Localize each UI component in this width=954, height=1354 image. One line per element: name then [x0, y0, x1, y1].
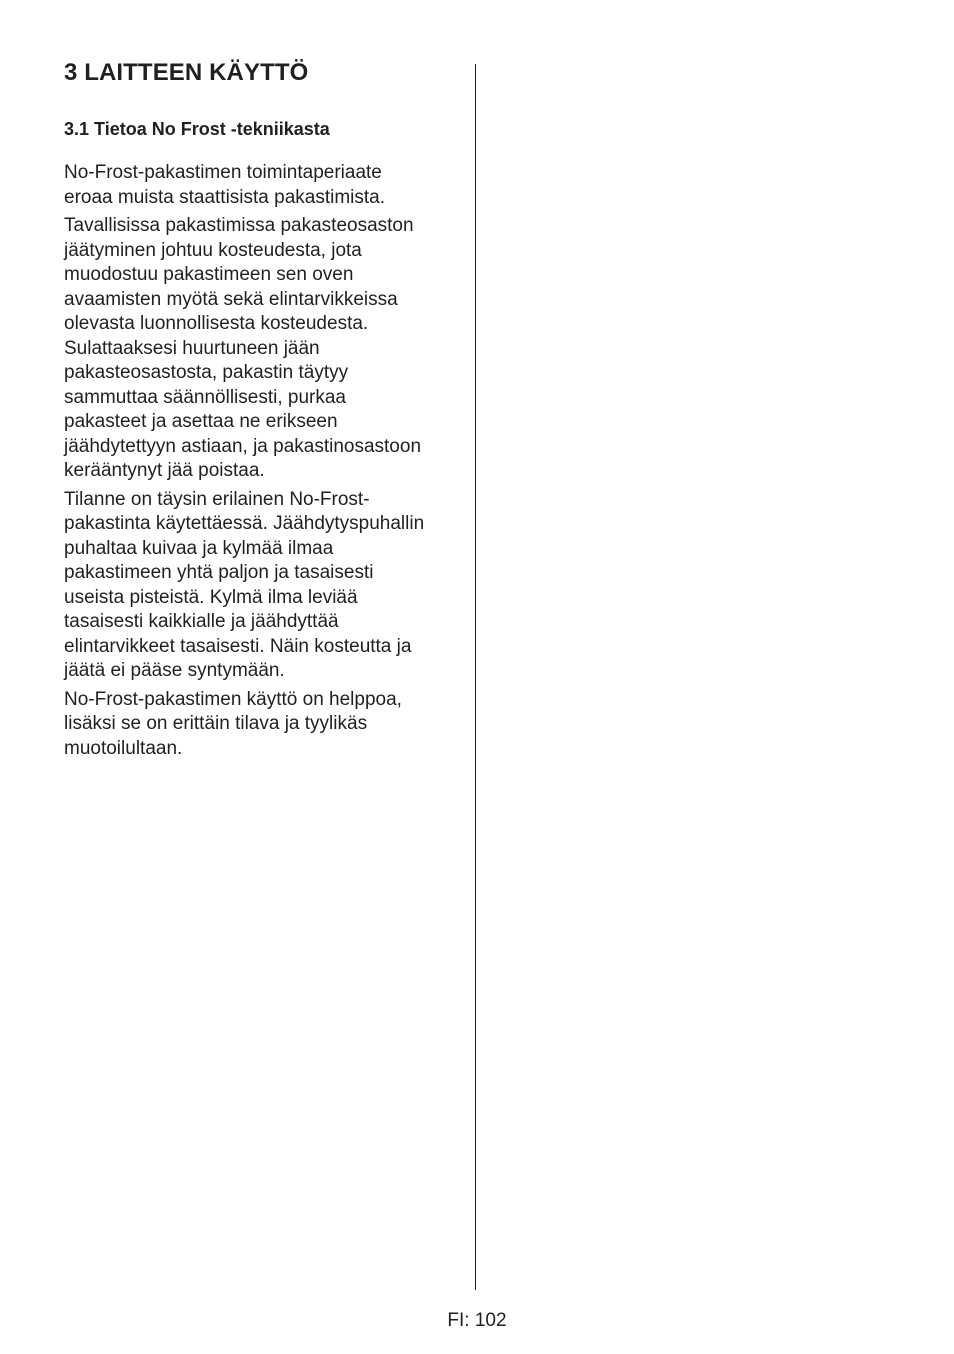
paragraph-intro: No-Frost-pakastimen toimintaperiaate eroaa muista staattisista pakastimista. — [64, 162, 386, 208]
paragraph-conclusion: No-Frost-pakastimen käyttö on helppoa, lisäksi se on erittäin tilava ja tyylikäs muotoilultaan. — [64, 688, 402, 759]
column-divider — [475, 64, 476, 1290]
section-title: 3.1 Tietoa No Frost -tekniikasta — [64, 119, 330, 139]
page-number: FI: 102 — [447, 1310, 507, 1331]
chapter-title: 3 LAITTEEN KÄYTTÖ — [64, 59, 309, 86]
paragraph-no-frost-operation: Tilanne on täysin erilainen No-Frost- pakastinta käytettäessä. Jäähdytyspuhallin puhaltaa kuivaa ja kylmää ilmaa pakastimeen yhtä paljon ja tasaisesti useista pisteistä. Kylmä ilma leviää tasaisesti kaikkialle ja jäähdyttää elintarvikkeet tasaisesti. Näin kosteutta ja jäätä ei pääse syntymään. — [64, 488, 425, 681]
left-column — [64, 58, 460, 765]
paragraph-conventional-freezers: Tavallisissa pakastimissa pakasteosaston jäätyminen johtuu kosteudesta, jota muodostuu pakastimeen sen oven avaamisten myötä sekä elintarvikkeissa olevasta luonnollisesta kosteudesta. Sulattaaksesi huurtuneen jään pakasteosastosta, pakastin täytyy sammuttaa säännöllisesti, purkaa pakasteet ja asettaa ne erikseen jäähdytettyyn astiaan, ja pakastinosastoon kerääntynyt jää poistaa. — [64, 215, 422, 481]
